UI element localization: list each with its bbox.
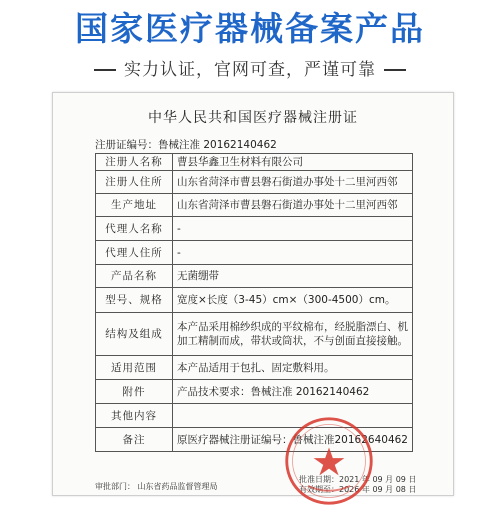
table-row xyxy=(96,217,413,241)
table-row xyxy=(96,380,413,404)
row-value: 宽度×长度（3-45）cm×（300-4500）cm。 xyxy=(173,288,413,313)
table-row xyxy=(96,265,413,288)
banner-subtitle-line xyxy=(0,58,500,82)
row-value: 山东省菏泽市曹县磐石街道办事处十二里河西邻 xyxy=(173,194,413,217)
banner-subtitle: 实力认证，官网可查，严谨可靠 xyxy=(124,60,376,80)
banner-title: 国家医疗器械备案产品 xyxy=(75,9,425,48)
registration-certificate xyxy=(52,92,454,496)
row-label: 适用范围 xyxy=(96,356,173,380)
row-label: 注册人名称 xyxy=(96,154,173,171)
row-value: - xyxy=(173,241,413,265)
table-row xyxy=(96,313,413,356)
row-label: 备注 xyxy=(96,428,173,452)
certificate-title: 中华人民共和国医疗器械注册证 xyxy=(148,110,358,126)
valid-until-date: 有效期至：2026 年 09 月 08 日 xyxy=(299,485,417,494)
official-seal-icon xyxy=(281,413,377,509)
row-label: 代理人住所 xyxy=(96,241,173,265)
approval-date: 批准日期：2021 年 09 月 09 日 xyxy=(299,475,417,484)
row-label: 其他内容 xyxy=(96,404,173,428)
right-dash xyxy=(384,69,406,71)
certificate-number: 注册证编号：鲁械注准 20162140462 xyxy=(95,139,277,151)
row-value: 无菌绷带 xyxy=(173,265,413,288)
certificate-table xyxy=(95,153,413,452)
left-dash xyxy=(94,69,116,71)
row-value: 山东省菏泽市曹县磐石街道办事处十二里河西邻 xyxy=(173,171,413,194)
table-row xyxy=(96,194,413,217)
row-value: 本产品采用棉纱织成的平纹棉布，经脱脂漂白、机加工精制而成，带状或筒状，不与创面直接接触。 xyxy=(173,313,413,356)
row-value: - xyxy=(173,217,413,241)
approval-department: 审批部门： 山东省药品监督管理局 xyxy=(95,482,218,491)
table-row xyxy=(96,171,413,194)
row-value: 本产品适用于包扎、固定敷料用。 xyxy=(173,356,413,380)
row-label: 注册人住所 xyxy=(96,171,173,194)
table-row xyxy=(96,154,413,171)
table-row xyxy=(96,241,413,265)
row-value: 曹县华鑫卫生材料有限公司 xyxy=(173,154,413,171)
table-row xyxy=(96,288,413,313)
row-label: 产品名称 xyxy=(96,265,173,288)
row-label: 结构及组成 xyxy=(96,313,173,356)
row-label: 生产地址 xyxy=(96,194,173,217)
row-label: 附件 xyxy=(96,380,173,404)
row-label: 代理人名称 xyxy=(96,217,173,241)
row-label: 型号、规格 xyxy=(96,288,173,313)
row-value: 产品技术要求：鲁械注准 20162140462 xyxy=(173,380,413,404)
table-row xyxy=(96,356,413,380)
row-value: 原医疗器械注册证编号：鲁械注准20162640462 xyxy=(173,428,413,452)
